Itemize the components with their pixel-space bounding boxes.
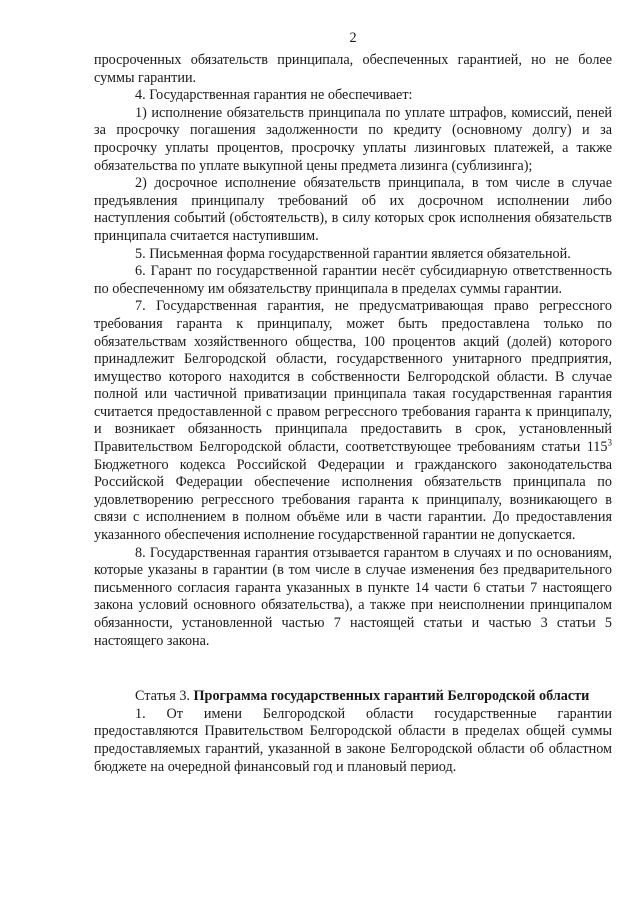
paragraph-4-item-1: 1) исполнение обязательств принципала по уплате штрафов, комиссий, пеней за просрочку погашения задолженности по кредиту (основному долгу) и за просрочку уплаты процентов, просрочку уплаты лизинговых платежей, а также обязательства по уплате выкупной цены предмета лизинга (сублизинга);	[94, 104, 612, 174]
paragraph-6: 6. Гарант по государственной гарантии несёт субсидиарную ответственность по обеспеченному им обязательству принципала в пределах суммы гарантии.	[94, 263, 612, 297]
article-number-superscript: 3	[607, 437, 612, 448]
paragraph-5: 5. Письменная форма государственной гарантии является обязательной.	[135, 245, 571, 262]
page-number: 2	[349, 30, 357, 46]
paragraph-7	[94, 298, 612, 544]
paragraph-continuation: просроченных обязательств принципала, обеспеченных гарантией, но не более суммы гарантии.	[94, 52, 612, 86]
article-title: Программа государственных гарантий Белгородской области	[193, 688, 590, 705]
article-label: Статья 3.	[135, 688, 194, 705]
paragraph-8: 8. Государственная гарантия отзывается гарантом в случаях и по основаниям, которые указаны в гарантии (в том числе в случае изменения без предварительного письменного согласия гаранта указанных в пункте 14 части 6 статьи 7 настоящего закона условий основного обязательства), а также при неисполнении принципалом обязанности, установленной частью 7 настоящей статьи и частью 3 статьи 5 настоящего закона.	[94, 544, 612, 649]
article-3-paragraph-1: 1. От имени Белгородской области государственные гарантии предоставляются Правительством Белгородской области в пределах общей суммы предоставляемых гарантий, указанной в законе Белгородской области об областном бюджете на очередной финансовый год и плановый период.	[94, 705, 612, 775]
paragraph-4-item-2: 2) досрочное исполнение обязательств принципала, в том числе в случае предъявления принципалу требований об их досрочном исполнении либо наступления событий (обстоятельств), в силу которых срок исполнения обязательств принципала считается наступившим.	[94, 175, 612, 244]
article-heading	[94, 688, 612, 706]
paragraph-7-after: Бюджетного кодекса Российской Федерации и гражданского законодательства Российской Федерации обеспечение исполнения обязательств принципала по удовлетворению регрессного требования гаранта к принципалу, возникающего в связи с исполнением в полном объёме или в части гарантии. До предоставления указанного обеспечения исполнение государственной гарантии не допускается.	[94, 456, 612, 544]
paragraph-7-before: 7. Государственная гарантия, не предусматривающая право регрессного требования гаранта к принципалу, может быть предоставлена только по обязательствам хозяйственного общества, 100 процентов акций (долей) которого принадлежит Белгородской области, государственного унитарного предприятия, имущество которого находится в собственности Белгородской области. В случае полной или частичной приватизации принципала такая государственная гарантия считается предоставленной с правом регрессного требования гаранта к принципалу, и возникает обязанность принципала предоставить в срок, установленный Правительством Белгородской области, соответствующее требованиям статьи 115	[94, 298, 612, 456]
paragraph-4: 4. Государственная гарантия не обеспечивает:	[135, 87, 413, 104]
